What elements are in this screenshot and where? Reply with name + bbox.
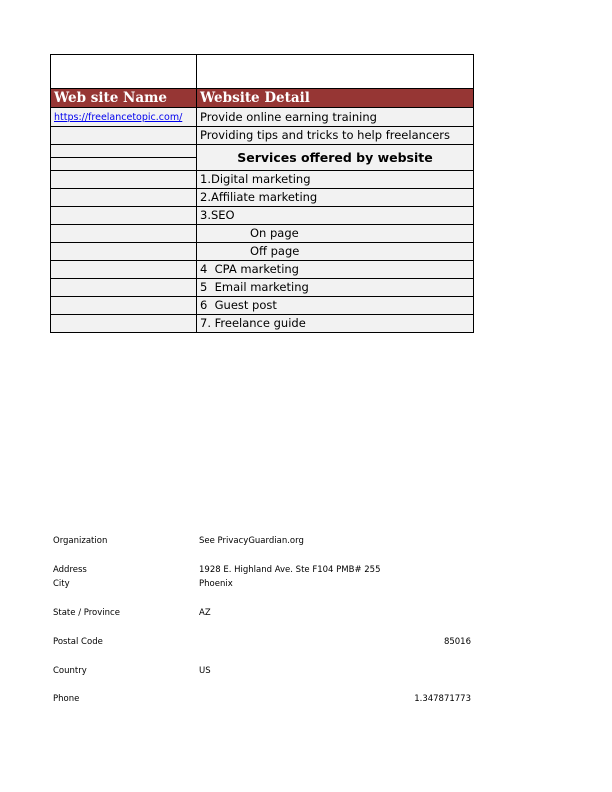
blank-row	[51, 55, 474, 89]
phone-value: 1.347871773	[414, 694, 471, 704]
empty-cell	[51, 171, 197, 189]
empty-cell	[51, 189, 197, 207]
empty-cell	[51, 315, 197, 333]
service-item: 1.Digital marketing	[197, 171, 474, 189]
empty-cell	[51, 207, 197, 225]
address-label: Address	[53, 565, 87, 575]
empty-cell	[51, 279, 197, 297]
blank-cell	[197, 55, 474, 89]
phone-label: Phone	[53, 694, 80, 704]
table-row	[51, 243, 474, 261]
empty-cell	[51, 158, 197, 171]
state-label: State / Province	[53, 608, 120, 618]
service-subitem: On page	[197, 225, 474, 243]
table-row	[51, 189, 474, 207]
table-row	[51, 108, 474, 127]
service-item: 2.Affiliate marketing	[197, 189, 474, 207]
postal-label: Postal Code	[53, 637, 103, 647]
table-row	[51, 279, 474, 297]
service-item: 5 Email marketing	[197, 279, 474, 297]
table-row	[51, 261, 474, 279]
service-item: 7. Freelance guide	[197, 315, 474, 333]
detail-cell: Providing tips and tricks to help freelancers	[197, 127, 474, 145]
city-label: City	[53, 579, 70, 589]
website-cell	[51, 108, 197, 127]
table-row	[51, 145, 474, 158]
city-value: Phoenix	[199, 579, 233, 589]
service-item: 6 Guest post	[197, 297, 474, 315]
empty-cell	[51, 145, 197, 158]
blank-cell	[51, 55, 197, 89]
organization-label: Organization	[53, 536, 108, 546]
country-value: US	[199, 666, 211, 676]
address-value: 1928 E. Highland Ave. Ste F104 PMB# 255	[199, 565, 381, 575]
country-label: Country	[53, 666, 87, 676]
services-title: Services offered by website	[197, 145, 474, 171]
empty-cell	[51, 243, 197, 261]
table-row	[51, 127, 474, 145]
service-item: 3.SEO	[197, 207, 474, 225]
website-link[interactable]: https://freelancetopic.com/	[54, 112, 183, 123]
table-row	[51, 315, 474, 333]
header-website-detail: Website Detail	[197, 89, 474, 108]
service-subitem: Off page	[197, 243, 474, 261]
postal-value: 85016	[443, 637, 471, 647]
header-website-name: Web site Name	[51, 89, 197, 108]
empty-cell	[51, 261, 197, 279]
service-item: 4 CPA marketing	[197, 261, 474, 279]
empty-cell	[51, 127, 197, 145]
detail-cell: Provide online earning training	[197, 108, 474, 127]
table-row	[51, 171, 474, 189]
header-row	[51, 89, 474, 108]
empty-cell	[51, 225, 197, 243]
website-table	[50, 54, 474, 333]
empty-cell	[51, 297, 197, 315]
organization-value: See PrivacyGuardian.org	[199, 536, 304, 546]
state-value: AZ	[199, 608, 211, 618]
table-row	[51, 297, 474, 315]
table-row	[51, 207, 474, 225]
table-row	[51, 225, 474, 243]
